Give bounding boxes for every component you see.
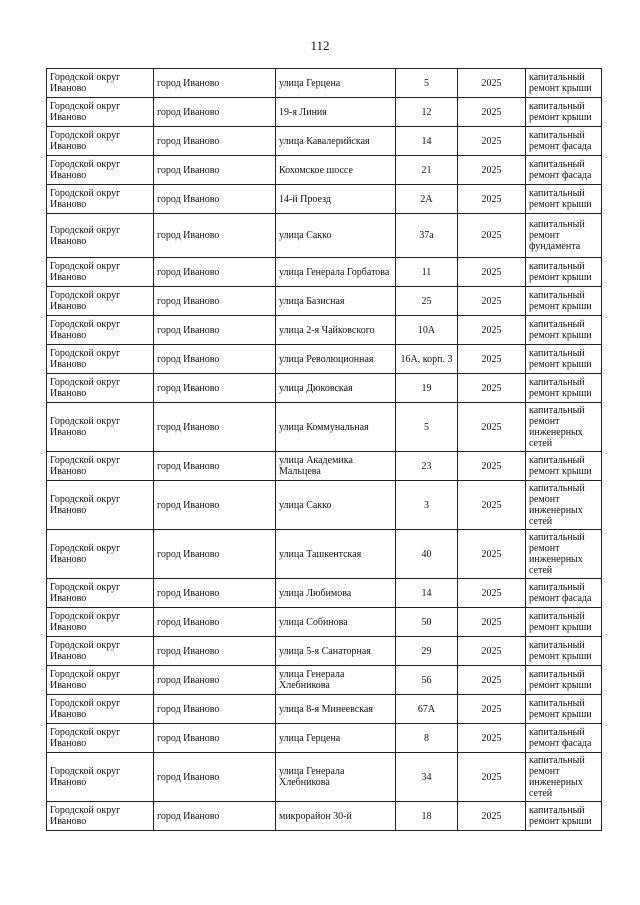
cell-year: 2025	[458, 345, 526, 374]
table-row	[47, 127, 602, 156]
cell-okrug: Городской округ Иваново	[47, 156, 154, 185]
cell-work-type: капитальный ремонт инженерных сетей	[526, 530, 602, 579]
cell-street: улица Герцена	[276, 69, 396, 98]
cell-year: 2025	[458, 530, 526, 579]
cell-work-type: капитальный ремонт крыши	[526, 69, 602, 98]
table-row	[47, 608, 602, 637]
cell-house-number: 10А	[396, 316, 458, 345]
cell-okrug: Городской округ Иваново	[47, 127, 154, 156]
cell-city: город Иваново	[154, 69, 276, 98]
cell-year: 2025	[458, 724, 526, 753]
cell-year: 2025	[458, 481, 526, 530]
cell-house-number: 8	[396, 724, 458, 753]
cell-year: 2025	[458, 802, 526, 831]
cell-street: улица Собинова	[276, 608, 396, 637]
cell-work-type: капитальный ремонт инженерных сетей	[526, 753, 602, 802]
cell-house-number: 23	[396, 452, 458, 481]
cell-city: город Иваново	[154, 127, 276, 156]
cell-okrug: Городской округ Иваново	[47, 69, 154, 98]
cell-house-number: 11	[396, 258, 458, 287]
cell-work-type: капитальный ремонт фасада	[526, 156, 602, 185]
cell-work-type: капитальный ремонт крыши	[526, 98, 602, 127]
cell-street: улица Академика Мальцева	[276, 452, 396, 481]
cell-okrug: Городской округ Иваново	[47, 579, 154, 608]
cell-house-number: 40	[396, 530, 458, 579]
cell-okrug: Городской округ Иваново	[47, 374, 154, 403]
table-row	[47, 724, 602, 753]
cell-okrug: Городской округ Иваново	[47, 666, 154, 695]
cell-house-number: 56	[396, 666, 458, 695]
cell-okrug: Городской округ Иваново	[47, 403, 154, 452]
cell-work-type: капитальный ремонт крыши	[526, 802, 602, 831]
cell-work-type: капитальный ремонт фасада	[526, 579, 602, 608]
cell-city: город Иваново	[154, 695, 276, 724]
table-row	[47, 403, 602, 452]
cell-okrug: Городской округ Иваново	[47, 258, 154, 287]
cell-year: 2025	[458, 403, 526, 452]
cell-street: Кохомское шоссе	[276, 156, 396, 185]
cell-year: 2025	[458, 579, 526, 608]
cell-work-type: капитальный ремонт крыши	[526, 185, 602, 214]
cell-city: город Иваново	[154, 666, 276, 695]
cell-house-number: 50	[396, 608, 458, 637]
table-row	[47, 579, 602, 608]
table-row	[47, 530, 602, 579]
cell-street: улица 5-я Санаторная	[276, 637, 396, 666]
cell-street: улица Кавалерийская	[276, 127, 396, 156]
cell-house-number: 34	[396, 753, 458, 802]
cell-street: 14-й Проезд	[276, 185, 396, 214]
table-row	[47, 637, 602, 666]
cell-street: улица 8-я Минеевская	[276, 695, 396, 724]
cell-street: улица Генерала Горбатова	[276, 258, 396, 287]
cell-street: улица Коммунальная	[276, 403, 396, 452]
table-row	[47, 185, 602, 214]
cell-okrug: Городской округ Иваново	[47, 724, 154, 753]
cell-city: город Иваново	[154, 724, 276, 753]
table-row	[47, 287, 602, 316]
table-row	[47, 452, 602, 481]
cell-year: 2025	[458, 214, 526, 258]
cell-okrug: Городской округ Иваново	[47, 530, 154, 579]
cell-work-type: капитальный ремонт крыши	[526, 258, 602, 287]
cell-street: улица Сакко	[276, 481, 396, 530]
table-row	[47, 345, 602, 374]
cell-year: 2025	[458, 666, 526, 695]
cell-street: улица Ташкентская	[276, 530, 396, 579]
cell-city: город Иваново	[154, 98, 276, 127]
cell-work-type: капитальный ремонт крыши	[526, 287, 602, 316]
cell-street: улица Базисная	[276, 287, 396, 316]
cell-street: улица Генерала Хлебникова	[276, 753, 396, 802]
cell-house-number: 14	[396, 579, 458, 608]
page-number: 112	[310, 38, 330, 53]
cell-house-number: 2А	[396, 185, 458, 214]
cell-work-type: капитальный ремонт инженерных сетей	[526, 403, 602, 452]
cell-city: город Иваново	[154, 530, 276, 579]
cell-okrug: Городской округ Иваново	[47, 608, 154, 637]
cell-year: 2025	[458, 374, 526, 403]
cell-okrug: Городской округ Иваново	[47, 753, 154, 802]
cell-street: улица 2-я Чайковского	[276, 316, 396, 345]
cell-okrug: Городской округ Иваново	[47, 802, 154, 831]
cell-city: город Иваново	[154, 185, 276, 214]
table-row	[47, 69, 602, 98]
cell-year: 2025	[458, 69, 526, 98]
cell-okrug: Городской округ Иваново	[47, 185, 154, 214]
cell-work-type: капитальный ремонт фундамента	[526, 214, 602, 258]
table-body	[47, 69, 602, 831]
table-row	[47, 316, 602, 345]
cell-work-type: капитальный ремонт фасада	[526, 724, 602, 753]
cell-work-type: капитальный ремонт крыши	[526, 637, 602, 666]
cell-okrug: Городской округ Иваново	[47, 98, 154, 127]
table-row	[47, 695, 602, 724]
cell-house-number: 18	[396, 802, 458, 831]
cell-street: улица Любимова	[276, 579, 396, 608]
cell-okrug: Городской округ Иваново	[47, 345, 154, 374]
cell-city: город Иваново	[154, 608, 276, 637]
cell-street: 19-я Линия	[276, 98, 396, 127]
cell-okrug: Городской округ Иваново	[47, 481, 154, 530]
cell-okrug: Городской округ Иваново	[47, 637, 154, 666]
cell-year: 2025	[458, 258, 526, 287]
cell-house-number: 3	[396, 481, 458, 530]
table-row	[47, 98, 602, 127]
cell-house-number: 67А	[396, 695, 458, 724]
table-row	[47, 802, 602, 831]
cell-city: город Иваново	[154, 481, 276, 530]
cell-year: 2025	[458, 452, 526, 481]
cell-year: 2025	[458, 98, 526, 127]
table-row	[47, 481, 602, 530]
table-row	[47, 374, 602, 403]
cell-city: город Иваново	[154, 452, 276, 481]
cell-work-type: капитальный ремонт крыши	[526, 345, 602, 374]
cell-house-number: 21	[396, 156, 458, 185]
cell-street: улица Дюковская	[276, 374, 396, 403]
table-row	[47, 156, 602, 185]
cell-year: 2025	[458, 608, 526, 637]
cell-street: улица Генерала Хлебникова	[276, 666, 396, 695]
cell-city: город Иваново	[154, 258, 276, 287]
cell-city: город Иваново	[154, 637, 276, 666]
cell-house-number: 5	[396, 69, 458, 98]
cell-year: 2025	[458, 185, 526, 214]
cell-work-type: капитальный ремонт крыши	[526, 695, 602, 724]
cell-work-type: капитальный ремонт фасада	[526, 127, 602, 156]
cell-year: 2025	[458, 316, 526, 345]
cell-okrug: Городской округ Иваново	[47, 316, 154, 345]
cell-house-number: 16А, корп. 3	[396, 345, 458, 374]
cell-work-type: капитальный ремонт крыши	[526, 374, 602, 403]
cell-city: город Иваново	[154, 316, 276, 345]
cell-year: 2025	[458, 695, 526, 724]
cell-house-number: 25	[396, 287, 458, 316]
cell-work-type: капитальный ремонт крыши	[526, 608, 602, 637]
cell-city: город Иваново	[154, 374, 276, 403]
cell-okrug: Городской округ Иваново	[47, 452, 154, 481]
cell-year: 2025	[458, 127, 526, 156]
cell-work-type: капитальный ремонт крыши	[526, 666, 602, 695]
cell-year: 2025	[458, 753, 526, 802]
cell-okrug: Городской округ Иваново	[47, 695, 154, 724]
table-row	[47, 258, 602, 287]
cell-city: город Иваново	[154, 802, 276, 831]
cell-house-number: 14	[396, 127, 458, 156]
cell-house-number: 5	[396, 403, 458, 452]
table-row	[47, 666, 602, 695]
cell-city: город Иваново	[154, 753, 276, 802]
table-row	[47, 214, 602, 258]
cell-city: город Иваново	[154, 403, 276, 452]
cell-street: улица Герцена	[276, 724, 396, 753]
cell-house-number: 12	[396, 98, 458, 127]
cell-house-number: 19	[396, 374, 458, 403]
cell-work-type: капитальный ремонт крыши	[526, 316, 602, 345]
cell-city: город Иваново	[154, 156, 276, 185]
table-row	[47, 753, 602, 802]
cell-year: 2025	[458, 287, 526, 316]
cell-city: город Иваново	[154, 214, 276, 258]
cell-house-number: 37а	[396, 214, 458, 258]
cell-year: 2025	[458, 637, 526, 666]
cell-city: город Иваново	[154, 579, 276, 608]
cell-okrug: Городской округ Иваново	[47, 214, 154, 258]
repair-registry-table	[46, 68, 602, 831]
cell-okrug: Городской округ Иваново	[47, 287, 154, 316]
cell-year: 2025	[458, 156, 526, 185]
cell-street: улица Революционная	[276, 345, 396, 374]
cell-work-type: капитальный ремонт крыши	[526, 452, 602, 481]
cell-city: город Иваново	[154, 287, 276, 316]
cell-street: микрорайон 30-й	[276, 802, 396, 831]
cell-city: город Иваново	[154, 345, 276, 374]
cell-work-type: капитальный ремонт инженерных сетей	[526, 481, 602, 530]
cell-street: улица Сакко	[276, 214, 396, 258]
cell-house-number: 29	[396, 637, 458, 666]
